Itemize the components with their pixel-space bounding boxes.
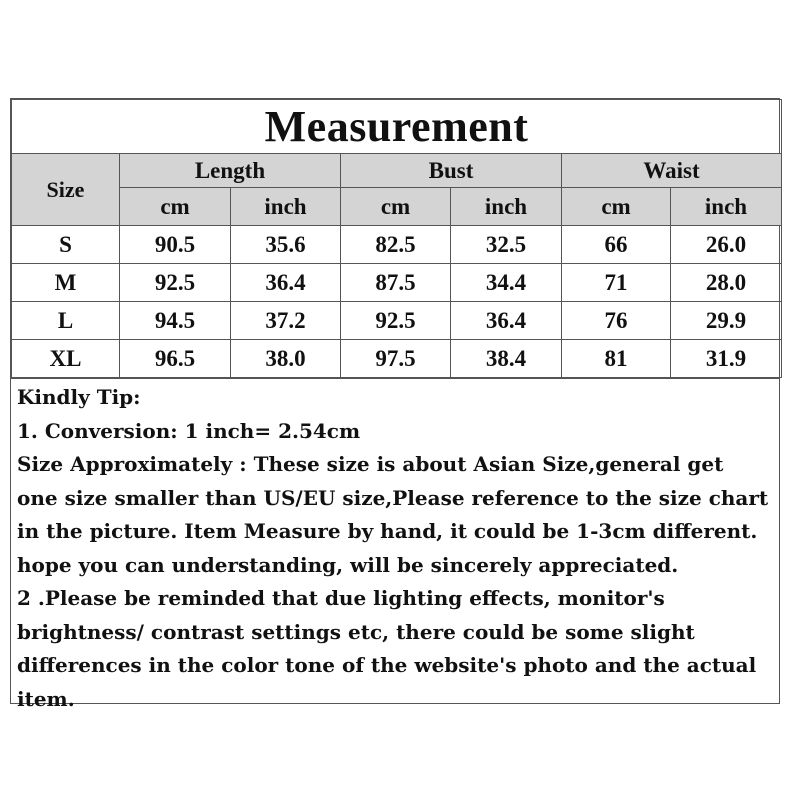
table-row bbox=[12, 264, 782, 302]
length-inch-header: inch bbox=[231, 188, 341, 226]
measurement-sheet bbox=[10, 98, 780, 711]
length-cm-cell: 96.5 bbox=[120, 340, 231, 378]
bust-inch-cell: 36.4 bbox=[451, 302, 562, 340]
waist-cm-cell: 71 bbox=[562, 264, 671, 302]
length-cm-cell: 92.5 bbox=[120, 264, 231, 302]
waist-inch-cell: 31.9 bbox=[671, 340, 782, 378]
length-cm-cell: 94.5 bbox=[120, 302, 231, 340]
tip-line: hope you can understanding, will be sincerely appreciated. bbox=[17, 552, 679, 577]
bust-inch-header: inch bbox=[451, 188, 562, 226]
waist-cm-cell: 76 bbox=[562, 302, 671, 340]
tip-line: item. bbox=[17, 686, 75, 711]
table-row bbox=[12, 226, 782, 264]
table-row bbox=[12, 302, 782, 340]
bust-cm-cell: 87.5 bbox=[341, 264, 451, 302]
size-cell: XL bbox=[12, 340, 120, 378]
tip-line: one size smaller than US/EU size,Please reference to the size chart bbox=[17, 485, 769, 510]
waist-inch-cell: 29.9 bbox=[671, 302, 782, 340]
waist-header: Waist bbox=[562, 154, 782, 188]
bust-cm-cell: 97.5 bbox=[341, 340, 451, 378]
waist-cm-header: cm bbox=[562, 188, 671, 226]
length-cm-cell: 90.5 bbox=[120, 226, 231, 264]
tip-line: in the picture. Item Measure by hand, it could be 1-3cm different. bbox=[17, 519, 758, 543]
bust-header: Bust bbox=[341, 154, 562, 188]
waist-cm-cell: 81 bbox=[562, 340, 671, 378]
tip-line: 1. Conversion: 1 inch= 2.54cm bbox=[17, 418, 361, 443]
tip-line: differences in the color tone of the website's photo and the actual bbox=[17, 653, 757, 677]
tip-line: Size Approximately : These size is about Asian Size,general get bbox=[17, 452, 724, 476]
bust-inch-cell: 38.4 bbox=[451, 340, 562, 378]
size-cell: M bbox=[12, 264, 120, 302]
waist-inch-cell: 28.0 bbox=[671, 264, 782, 302]
length-inch-cell: 38.0 bbox=[231, 340, 341, 378]
tip-line: brightness/ contrast settings etc, there could be some slight bbox=[17, 619, 695, 644]
page-title: Measurement bbox=[12, 100, 782, 154]
length-inch-cell: 36.4 bbox=[231, 264, 341, 302]
tip-heading: Kindly Tip: bbox=[17, 385, 141, 409]
waist-inch-header: inch bbox=[671, 188, 782, 226]
kindly-tip-section bbox=[11, 378, 779, 716]
length-inch-cell: 37.2 bbox=[231, 302, 341, 340]
bust-cm-header: cm bbox=[341, 188, 451, 226]
waist-cm-cell: 66 bbox=[562, 226, 671, 264]
length-header: Length bbox=[120, 154, 341, 188]
table-row bbox=[12, 340, 782, 378]
size-column-header: Size bbox=[12, 154, 120, 226]
bust-inch-cell: 32.5 bbox=[451, 226, 562, 264]
size-cell: L bbox=[12, 302, 120, 340]
bust-cm-cell: 92.5 bbox=[341, 302, 451, 340]
bust-inch-cell: 34.4 bbox=[451, 264, 562, 302]
bust-cm-cell: 82.5 bbox=[341, 226, 451, 264]
size-cell: S bbox=[12, 226, 120, 264]
length-cm-header: cm bbox=[120, 188, 231, 226]
length-inch-cell: 35.6 bbox=[231, 226, 341, 264]
waist-inch-cell: 26.0 bbox=[671, 226, 782, 264]
size-chart-table bbox=[11, 99, 782, 378]
tip-line: 2 .Please be reminded that due lighting effects, monitor's bbox=[17, 586, 665, 610]
